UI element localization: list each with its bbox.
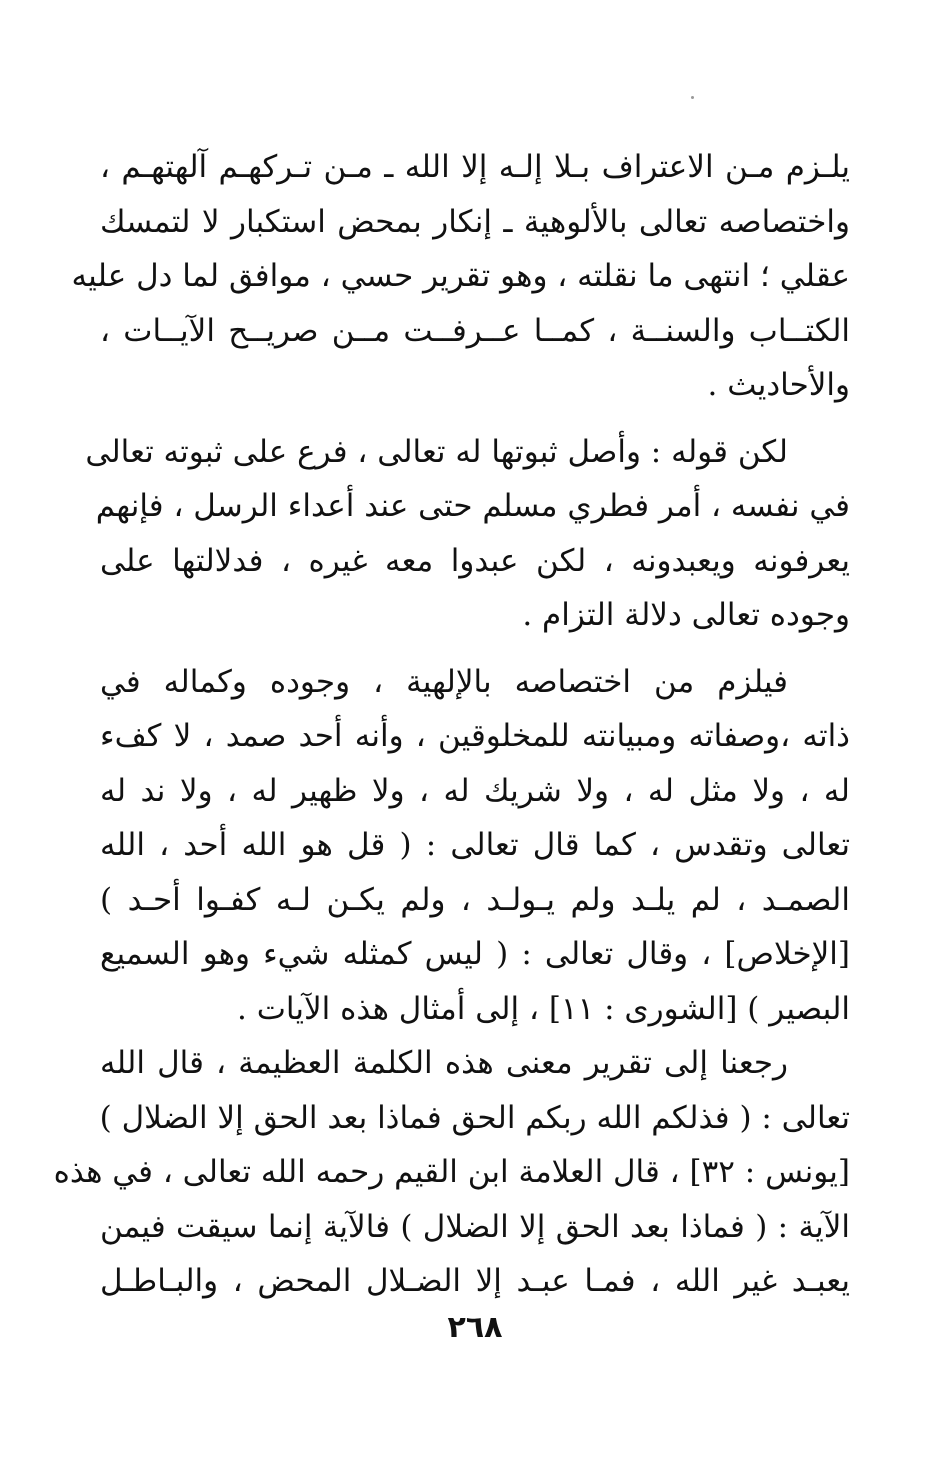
page-number: ٢٦٨ — [447, 1310, 503, 1345]
text-line: البصير ) [الشورى : ١١] ، إلى أمثال هذه الآيات . — [236, 990, 850, 1027]
text-line: تعالى وتقدس ، كما قال تعالى : ( قل هو الله أحد ، الله — [100, 827, 850, 863]
paragraph-3 — [100, 655, 850, 1037]
text-line: وجوده تعالى دلالة التزام . — [522, 597, 850, 633]
paragraph-1 — [71, 140, 850, 413]
paragraph-gap — [100, 643, 850, 655]
text-line: يعرفونه ويعبدونه ، لكن عبدوا معه غيره ، فدلالتها على — [100, 542, 850, 579]
text-line: له ، ولا مثل له ، ولا شريك له ، ولا ظهير له ، ولا ند له — [100, 772, 850, 809]
text-line: [الإخلاص] ، وقال تعالى : ( ليس كمثله شيء وهو السميع — [100, 936, 850, 972]
text-line: في نفسه ، أمر فطري مسلم حتى عند أعداء الرسل ، فإنهم — [95, 488, 850, 524]
text-line: [يونس : ٣٢] ، قال العلامة ابن القيم رحمه الله تعالى ، في هذه — [53, 1154, 850, 1190]
text-line: فيلزم من اختصاصه بالإلهية ، وجوده وكماله في — [100, 663, 788, 700]
text-line: الآية : ( فماذا بعد الحق إلا الضلال ) فالآية إنما سيقت فيمن — [100, 1208, 850, 1245]
text-line: والأحاديث . — [707, 367, 850, 403]
paragraph-4 — [53, 1036, 850, 1309]
text-line: عقلي ؛ انتهى ما نقلته ، وهو تقرير حسي ، موافق لما دل عليه — [71, 258, 850, 294]
text-line: الكتــاب والسنــة ، كمــا عــرفــت مــن صريــح الآيــات ، — [100, 312, 850, 349]
text-line: الصمـد ، لم يلـد ولم يـولـد ، ولم يكـن لـه كفـوا أحـد ) — [100, 881, 850, 918]
text-line: ذاته ،وصفاته ومبيانته للمخلوقين ، وأنه أحد صمد ، لا كفء — [100, 718, 850, 754]
text-line: تعالى : ( فذلكم الله ربكم الحق فماذا بعد الحق إلا الضلال ) — [99, 1099, 850, 1136]
paragraph-gap — [100, 413, 850, 425]
text-line: رجعنا إلى تقرير معنى هذه الكلمة العظيمة ، قال الله — [100, 1045, 788, 1081]
text-line: واختصاصه تعالى بالألوهية ـ إنكار بمحض استكبار لا لتمسك — [100, 203, 850, 240]
text-line: يلـزم مـن الاعتراف بـلا إلـه إلا الله ـ مـن تـركهـم آلهتهـم ، — [100, 149, 850, 185]
scan-speck — [691, 96, 694, 99]
text-line: لكن قوله : وأصل ثبوتها له تعالى ، فرع على ثبوته تعالى — [85, 433, 788, 470]
page-body — [53, 140, 850, 1309]
text-line: يعبـد غير الله ، فمـا عبـد إلا الضـلال المحض ، والبـاطـل — [100, 1263, 850, 1299]
paragraph-2 — [85, 425, 850, 643]
